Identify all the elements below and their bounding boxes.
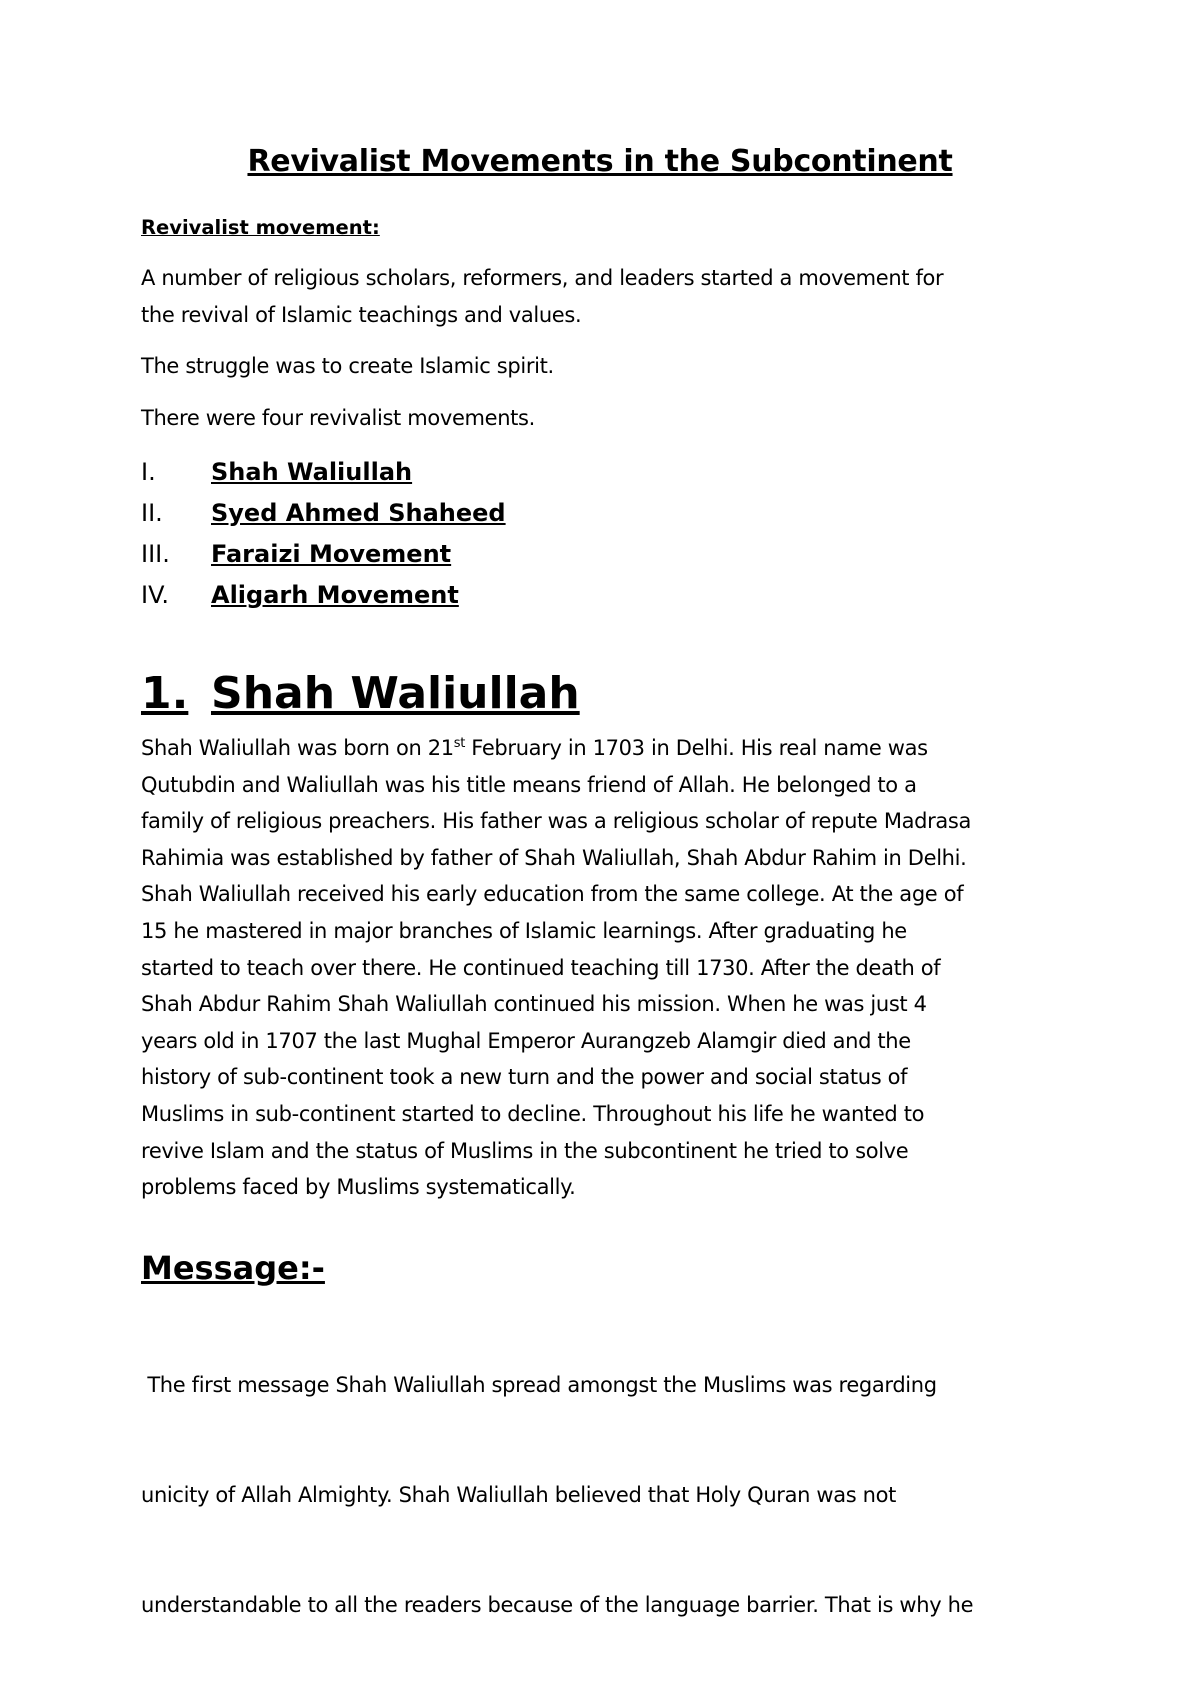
paragraph-line: The first message Shah Waliullah spread amongst the Muslims was regarding [141,1373,937,1398]
section-title: Shah Waliullah [211,668,580,719]
message-paragraph [141,1294,973,1697]
struggle-line: The struggle was to create Islamic spirit. [141,354,554,378]
paragraph-line: unicity of Allah Almighty. Shah Waliullah believed that Holy Quran was not [141,1482,896,1507]
list-number: II. [141,499,163,527]
section-paragraph [141,730,971,1206]
paragraph-line: revive Islam and the status of Muslims in the subcontinent he tried to solve [141,1138,909,1163]
intro-line: the revival of Islamic teachings and values. [141,302,582,327]
list-number: I. [141,458,156,486]
list-number: IV. [141,581,170,609]
paragraph-line: Shah Abdur Rahim Shah Waliullah continued his mission. When he was just 4 [141,992,927,1017]
list-label: Aligarh Movement [211,581,459,609]
paragraph-line: Shah Waliullah received his early education from the same college. At the age of [141,882,964,907]
intro-line: A number of religious scholars, reformers, and leaders started a movement for [141,266,944,290]
paragraph-line: family of religious preachers. His father was a religious scholar of repute Madrasa [141,809,971,834]
page-title: Revivalist Movements in the Subcontinent [247,144,953,179]
list-label: Syed Ahmed Shaheed [211,499,506,527]
paragraph-line: started to teach over there. He continued teaching till 1730. After the death of [141,955,941,980]
paragraph-line: years old in 1707 the last Mughal Emperor Aurangzeb Alamgir died and the [141,1028,911,1053]
four-movements-paragraph [141,400,535,437]
paragraph-line: Muslims in sub-continent started to decline. Throughout his life he wanted to [141,1101,925,1126]
paragraph-line: 15 he mastered in major branches of Islamic learnings. After graduating he [141,918,907,943]
subheading: Revivalist movement: [141,216,380,239]
list-number: III. [141,540,170,568]
paragraph-line: Shah Waliullah was born on 21st February in 1703 in Delhi. His real name was [141,736,928,760]
four-movements-line: There were four revivalist movements. [141,406,535,430]
superscript: st [453,736,465,751]
list-label: Shah Waliullah [211,458,413,486]
paragraph-line: Qutubdin and Waliullah was his title means friend of Allah. He belonged to a [141,772,917,797]
struggle-paragraph [141,348,554,385]
paragraph-line: understandable to all the readers because of the language barrier. That is why he [141,1592,974,1617]
message-heading: Message:- [141,1249,325,1287]
section-heading [141,662,580,726]
intro-paragraph [141,260,943,333]
paragraph-line: problems faced by Muslims systematically. [141,1175,576,1200]
section-number: 1. [141,668,189,719]
list-label: Faraizi Movement [211,540,452,568]
paragraph-line: history of sub-continent took a new turn and the power and social status of [141,1065,908,1090]
paragraph-line: Rahimia was established by father of Shah Waliullah, Shah Abdur Rahim in Delhi. [141,845,967,870]
